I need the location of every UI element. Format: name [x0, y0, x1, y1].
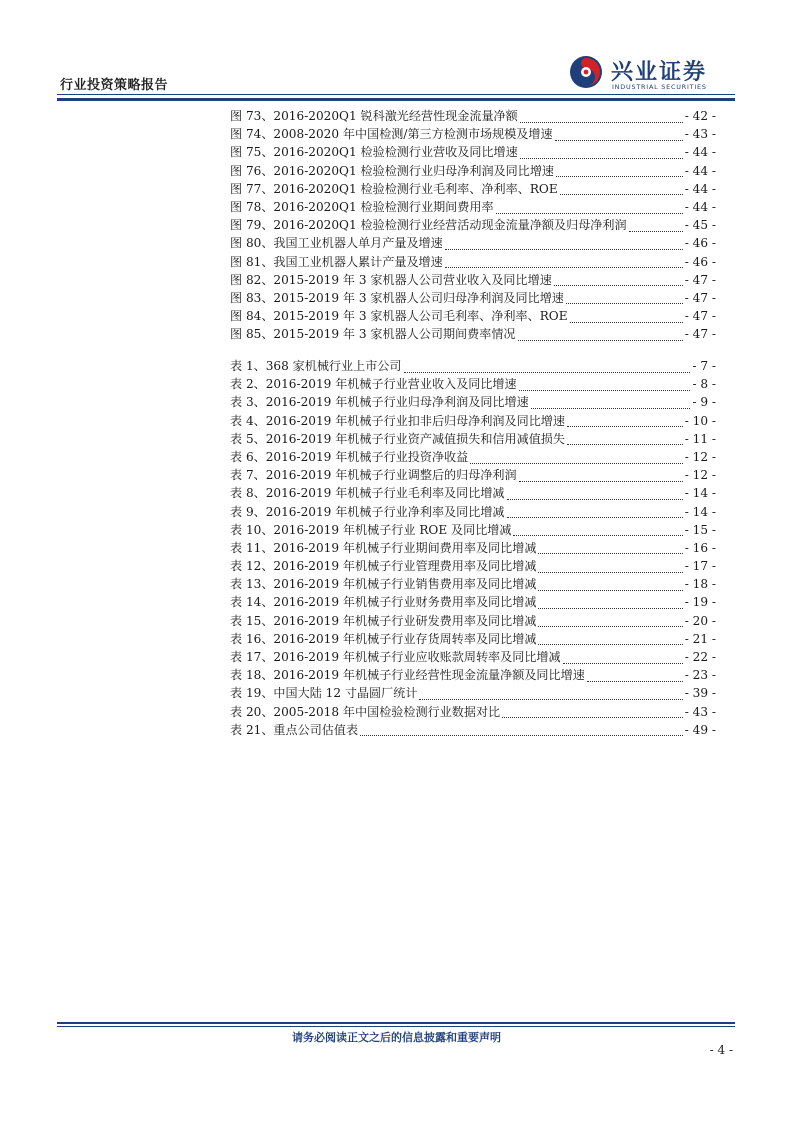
list-of-tables [230, 357, 716, 739]
toc-entry-page: - 21 - [684, 631, 716, 646]
toc-table-entry[interactable] [230, 557, 716, 575]
toc-entry-page: - 47 - [684, 309, 716, 324]
footer-divider-thick [57, 1022, 735, 1024]
toc-entry-title: 表 15、2016-2019 年机械子行业研发费用率及同比增减 [230, 613, 537, 628]
toc-entry-page: - 42 - [684, 109, 716, 123]
page-number: - 4 - [709, 1043, 733, 1057]
dot-leader [520, 110, 683, 123]
toc-entry-page: - 20 - [684, 613, 716, 628]
dot-leader [360, 723, 683, 736]
toc-entry-page: - 46 - [684, 254, 716, 269]
dot-leader [555, 128, 683, 141]
toc-entry-page: - 23 - [684, 668, 716, 683]
toc-entry-page: - 17 - [684, 559, 716, 574]
toc-table-entry[interactable] [230, 575, 716, 593]
toc-entry-page: - 44 - [684, 163, 716, 178]
toc-entry-title: 表 20、2005-2018 年中国检验检测行业数据对比 [230, 704, 501, 719]
toc-entry-title: 表 17、2016-2019 年机械子行业应收账款周转率及同比增减 [230, 650, 561, 664]
toc-entry-title: 图 81、我国工业机器人累计产量及增速 [230, 254, 443, 269]
toc-entry-title: 表 21、重点公司估值表 [230, 722, 359, 737]
toc-table-entry[interactable] [230, 448, 716, 466]
toc-figure-entry[interactable] [230, 143, 716, 161]
toc-entry-page: - 16 - [684, 540, 716, 555]
dot-leader [538, 596, 682, 609]
toc-entry-title: 图 78、2016-2020Q1 检验检测行业期间费用率 [230, 199, 494, 214]
toc-entry-title: 图 83、2015-2019 年 3 家机器人公司归母净利润及同比增速 [230, 290, 564, 305]
dot-leader [567, 414, 683, 427]
toc-figure-entry[interactable] [230, 216, 716, 234]
toc-entry-title: 表 1、368 家机械行业上市公司 [230, 359, 402, 373]
toc-figure-entry[interactable] [230, 325, 716, 343]
toc-entry-page: - 7 - [692, 359, 716, 373]
toc-entry-title: 表 12、2016-2019 年机械子行业管理费用率及同比增减 [230, 559, 537, 574]
dot-leader [502, 705, 683, 718]
toc-entry-title: 表 9、2016-2019 年机械子行业净利率及同比增减 [230, 504, 505, 519]
toc-entry-title: 图 76、2016-2020Q1 检验检测行业归母净利润及同比增速 [230, 163, 555, 178]
toc-figure-entry[interactable] [230, 253, 716, 271]
toc-entry-title: 图 75、2016-2020Q1 检验检测行业营收及同比增速 [230, 145, 518, 160]
toc-entry-title: 图 77、2016-2020Q1 检验检测行业毛利率、净利率、ROE [230, 181, 558, 196]
toc-entry-title: 表 5、2016-2019 年机械子行业资产减值损失和信用减值损失 [230, 431, 565, 446]
dot-leader [519, 469, 683, 482]
toc-entry-title: 图 85、2015-2019 年 3 家机器人公司期间费率情况 [230, 327, 516, 342]
dot-leader [519, 378, 691, 391]
toc-table-entry[interactable] [230, 484, 716, 502]
toc-entry-title: 图 82、2015-2019 年 3 家机器人公司营业收入及同比增速 [230, 272, 552, 287]
toc-entry-title: 表 18、2016-2019 年机械子行业经营性现金流量净额及同比增速 [230, 668, 585, 683]
toc-entry-page: - 47 - [684, 327, 716, 342]
logo-chinese-name: 兴业证券 [611, 60, 708, 85]
toc-table-entry[interactable] [230, 648, 716, 666]
logo-english-name: INDUSTRIAL SECURITIES [612, 83, 707, 91]
disclosure-notice: 请务必阅读正文之后的信息披露和重要声明 [292, 1031, 501, 1044]
toc-entry-page: - 43 - [684, 704, 716, 719]
toc-entry-page: - 39 - [684, 686, 716, 701]
list-of-figures [230, 107, 716, 343]
toc-entry-title: 表 10、2016-2019 年机械子行业 ROE 及同比增减 [230, 522, 512, 537]
toc-entry-title: 表 16、2016-2019 年机械子行业存货周转率及同比增减 [230, 631, 537, 646]
toc-table-entry[interactable] [230, 539, 716, 557]
toc-entry-page: - 11 - [684, 431, 716, 446]
dot-leader [538, 560, 682, 573]
company-logo [568, 54, 738, 94]
toc-entry-page: - 12 - [684, 468, 716, 483]
toc-entry-title: 图 79、2016-2020Q1 检验检测行业经营活动现金流量净额及归母净利润 [230, 218, 627, 233]
dot-leader [496, 201, 683, 214]
dot-leader [520, 146, 683, 159]
dot-leader [513, 523, 682, 536]
dot-leader [518, 328, 683, 341]
toc-entry-title: 图 73、2016-2020Q1 锐科激光经营性现金流量净额 [230, 109, 518, 123]
toc-entry-page: - 44 - [684, 199, 716, 214]
toc-entry-title: 表 6、2016-2019 年机械子行业投资净收益 [230, 449, 469, 464]
dot-leader [445, 255, 683, 268]
toc-table-entry[interactable] [230, 612, 716, 630]
toc-table-entry[interactable] [230, 521, 716, 539]
dot-leader [560, 182, 683, 195]
dot-leader [531, 396, 691, 409]
dot-leader [538, 541, 682, 554]
toc-table-entry[interactable] [230, 357, 716, 375]
toc-entry-title: 表 2、2016-2019 年机械子行业营业收入及同比增速 [230, 377, 517, 392]
dot-leader [566, 291, 683, 304]
dot-leader [404, 360, 691, 373]
toc-entry-title: 表 13、2016-2019 年机械子行业销售费用率及同比增减 [230, 577, 537, 592]
toc-entry-page: - 10 - [684, 413, 716, 428]
dot-leader [470, 451, 682, 464]
toc-entry-title: 图 74、2008-2020 年中国检测/第三方检测市场规模及增速 [230, 127, 553, 142]
toc-entry-title: 图 84、2015-2019 年 3 家机器人公司毛利率、净利率、ROE [230, 309, 568, 324]
toc-figure-entry[interactable] [230, 162, 716, 180]
dot-leader [538, 632, 682, 645]
toc-entry-page: - 22 - [684, 650, 716, 664]
dot-leader [567, 432, 683, 445]
toc-entry-page: - 45 - [684, 218, 716, 233]
toc-figure-entry[interactable] [230, 307, 716, 325]
dot-leader [587, 669, 683, 682]
toc-entry-title: 表 3、2016-2019 年机械子行业归母净利润及同比增速 [230, 395, 529, 410]
toc-table-entry[interactable] [230, 703, 716, 721]
dot-leader [570, 310, 683, 323]
toc-table-entry[interactable] [230, 684, 716, 702]
toc-entry-page: - 49 - [684, 722, 716, 737]
toc-entry-title: 图 80、我国工业机器人单月产量及增速 [230, 236, 443, 251]
dot-leader [556, 164, 683, 177]
toc-table-entry[interactable] [230, 721, 716, 739]
toc-table-entry[interactable] [230, 375, 716, 393]
toc-entry-page: - 8 - [692, 377, 716, 392]
toc-entry-title: 表 14、2016-2019 年机械子行业财务费用率及同比增减 [230, 595, 537, 610]
dot-leader [563, 651, 683, 664]
toc-table-entry[interactable] [230, 593, 716, 611]
toc-table-entry[interactable] [230, 430, 716, 448]
toc-table-entry[interactable] [230, 666, 716, 684]
toc-entry-page: - 47 - [684, 290, 716, 305]
dot-leader [629, 219, 683, 232]
dot-leader [419, 687, 682, 700]
header-divider-thin [57, 94, 735, 95]
toc-entry-title: 表 8、2016-2019 年机械子行业毛利率及同比增减 [230, 486, 505, 501]
company-logo-icon [568, 54, 604, 90]
dot-leader [507, 487, 683, 500]
toc-entry-page: - 9 - [692, 395, 716, 410]
dot-leader [445, 237, 683, 250]
toc-entry-page: - 12 - [684, 449, 716, 464]
dot-leader [538, 578, 682, 591]
toc-table-entry[interactable] [230, 630, 716, 648]
toc-figure-entry[interactable] [230, 289, 716, 307]
header-divider-thick [57, 98, 735, 101]
dot-leader [538, 614, 682, 627]
toc-entry-title: 表 7、2016-2019 年机械子行业调整后的归母净利润 [230, 468, 517, 483]
toc-entry-title: 表 4、2016-2019 年机械子行业扣非后归母净利润及同比增速 [230, 413, 565, 428]
toc-figure-entry[interactable] [230, 107, 716, 125]
footer-divider-thin [57, 1026, 735, 1027]
dot-leader [507, 505, 683, 518]
toc-entry-page: - 14 - [684, 486, 716, 501]
toc-figure-entry[interactable] [230, 125, 716, 143]
dot-leader [554, 273, 683, 286]
toc-entry-page: - 19 - [684, 595, 716, 610]
toc-figure-entry[interactable] [230, 234, 716, 252]
toc-figure-entry[interactable] [230, 198, 716, 216]
toc-figure-entry[interactable] [230, 271, 716, 289]
toc-entry-page: - 14 - [684, 504, 716, 519]
toc-entry-title: 表 19、中国大陆 12 寸晶圆厂统计 [230, 686, 418, 701]
toc-entry-page: - 44 - [684, 145, 716, 160]
toc-table-entry[interactable] [230, 412, 716, 430]
toc-figure-entry[interactable] [230, 180, 716, 198]
toc-entry-page: - 47 - [684, 272, 716, 287]
report-type-title: 行业投资策略报告 [60, 78, 169, 93]
toc-entry-page: - 15 - [684, 522, 716, 537]
toc-entry-page: - 18 - [684, 577, 716, 592]
toc-table-entry[interactable] [230, 466, 716, 484]
toc-entry-title: 表 11、2016-2019 年机械子行业期间费用率及同比增减 [230, 540, 537, 555]
toc-table-entry[interactable] [230, 503, 716, 521]
toc-table-entry[interactable] [230, 393, 716, 411]
toc-entry-page: - 46 - [684, 236, 716, 251]
toc-entry-page: - 43 - [684, 127, 716, 142]
toc-entry-page: - 44 - [684, 181, 716, 196]
